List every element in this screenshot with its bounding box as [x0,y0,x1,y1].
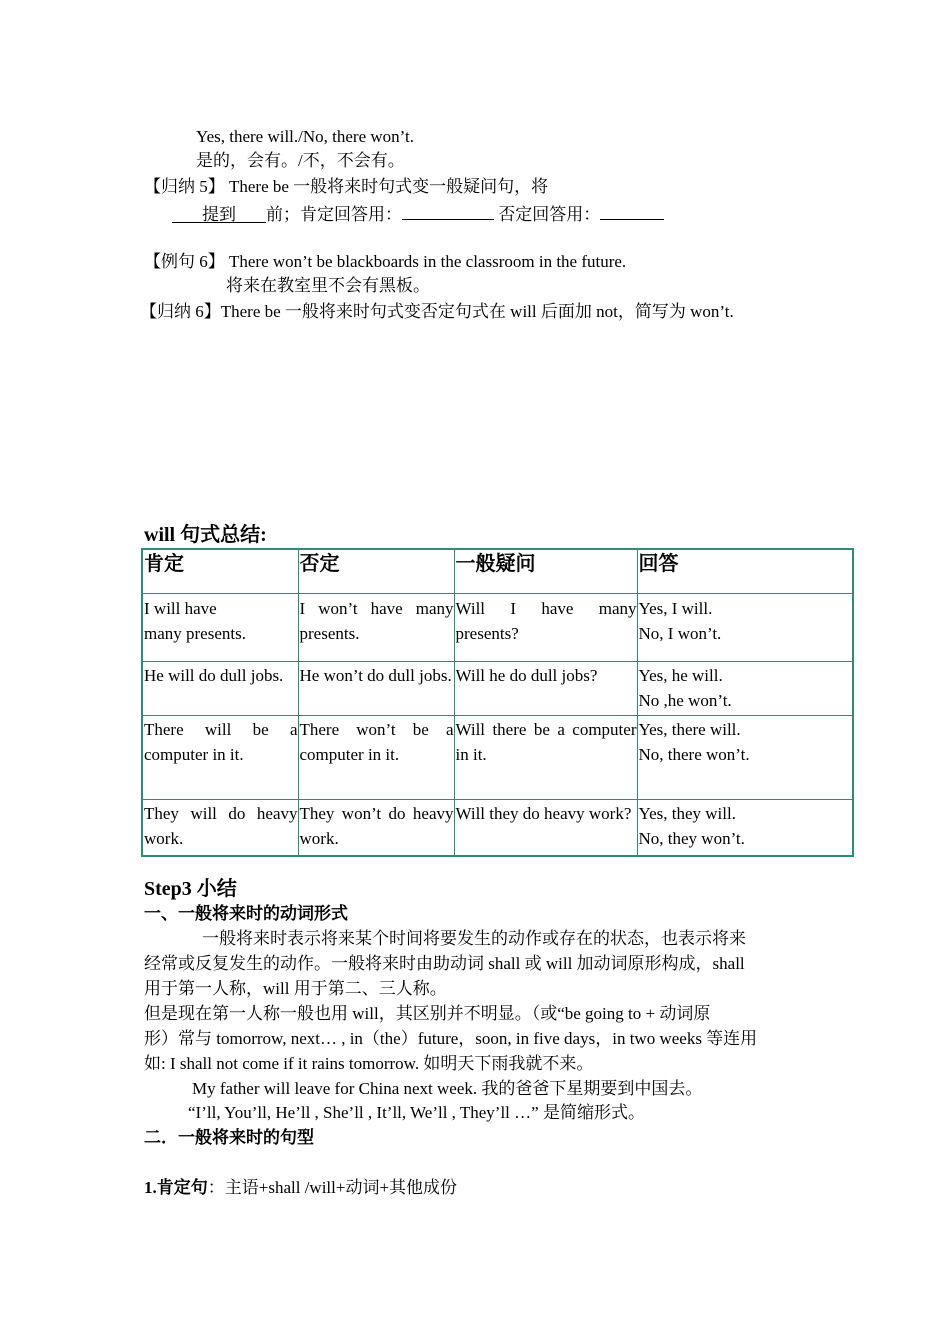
table-cell: Yes, I will. No, I won’t. [637,594,853,662]
table-row [142,662,853,716]
item1-label: 1.肯定句 [144,1178,208,1197]
table-cell: There will be a computer in it. [142,716,298,800]
header-negative: 否定 [298,549,454,594]
table-cell: Will there be a computer in it. [454,716,637,800]
table-header-row [142,549,853,594]
table-cell: He will do dull jobs. [142,662,298,716]
example-line: 如: I shall not come if it rains tomorrow. 如明天下雨我就不来。 [144,1054,594,1073]
header-affirmative: 肯定 [142,549,298,594]
answer-cn: 是的，会有。/不，不会有。 [196,151,405,170]
table-cell: Will they do heavy work? [454,800,637,857]
table-row [142,594,853,662]
liju6-en: 【例句 6】 There won’t be blackboards in the classroom in the future. [144,252,627,271]
liju6-cn: 将来在教室里不会有黑板。 [226,276,430,295]
table-row [142,716,853,800]
table-cell: I won’t have many presents. [298,594,454,662]
guina5-line2 [172,201,664,226]
step3-para-line: 形）常与 tomorrow, next… , in（the）future，soon, in five days，in two weeks 等连用 [144,1029,758,1048]
guina5-mid2: 否定回答用： [494,205,601,224]
step3-para-line: 经常或反复发生的动作。一般将来时由助动词 shall 或 will 加动词原形构成，shall [144,954,745,973]
header-answer: 回答 [637,549,853,594]
table-cell: They won’t do heavy work. [298,800,454,857]
contraction-line: “I’ll, You’ll, He’ll , She’ll , It’ll, We’ll , They’ll …” 是简缩形式。 [188,1103,645,1122]
table-cell: Will I have many presents? [454,594,637,662]
table-cell: Will he do dull jobs? [454,662,637,716]
section2-heading: 二．一般将来时的句型 [144,1128,314,1147]
table-cell: Yes, he will. No ,he won’t. [637,662,853,716]
fill-blank-positive [402,201,494,220]
table-cell: I will have many presents. [142,594,298,662]
step3-para-line: 一般将来时表示将来某个时间将要发生的动作或存在的状态，也表示将来 [202,929,746,948]
item1-line [144,1177,457,1199]
header-question: 一般疑问 [454,549,637,594]
table-cell: Yes, they will. No, they won’t. [637,800,853,857]
item1-text: ：主语+shall /will+动词+其他成份 [207,1178,458,1197]
answer-en: Yes, there will./No, there won’t. [196,127,414,146]
step3-para-line: 用于第一人称，will 用于第二、三人称。 [144,979,447,998]
fill-blank-negative [600,201,664,220]
step3-para-line: 但是现在第一人称一般也用 will，其区别并不明显。（或“be going to + 动词原 [144,1004,711,1023]
example-line: My father will leave for China next week. 我的爸爸下星期要到中国去。 [192,1079,703,1098]
guina5-mid: 前；肯定回答用： [266,205,402,224]
table-cell: There won’t be a computer in it. [298,716,454,800]
will-summary-table [141,548,854,857]
summary-title: will 句式总结: [144,524,267,546]
table-cell: Yes, there will. No, there won’t. [637,716,853,800]
guina6: 【归纳 6】There be 一般将来时句式变否定句式在 will 后面加 not，简写为 won’t. [140,302,734,321]
guina5-line1: 【归纳 5】 There be 一般将来时句式变一般疑问句，将 [144,177,549,196]
step3-title: Step3 小结 [144,878,237,900]
table-row [142,800,853,857]
fill-blank-answer: 提到 [172,204,266,223]
table-cell: He won’t do dull jobs. [298,662,454,716]
section1-heading: 一、一般将来时的动词形式 [144,904,348,923]
table-cell: They will do heavy work. [142,800,298,857]
